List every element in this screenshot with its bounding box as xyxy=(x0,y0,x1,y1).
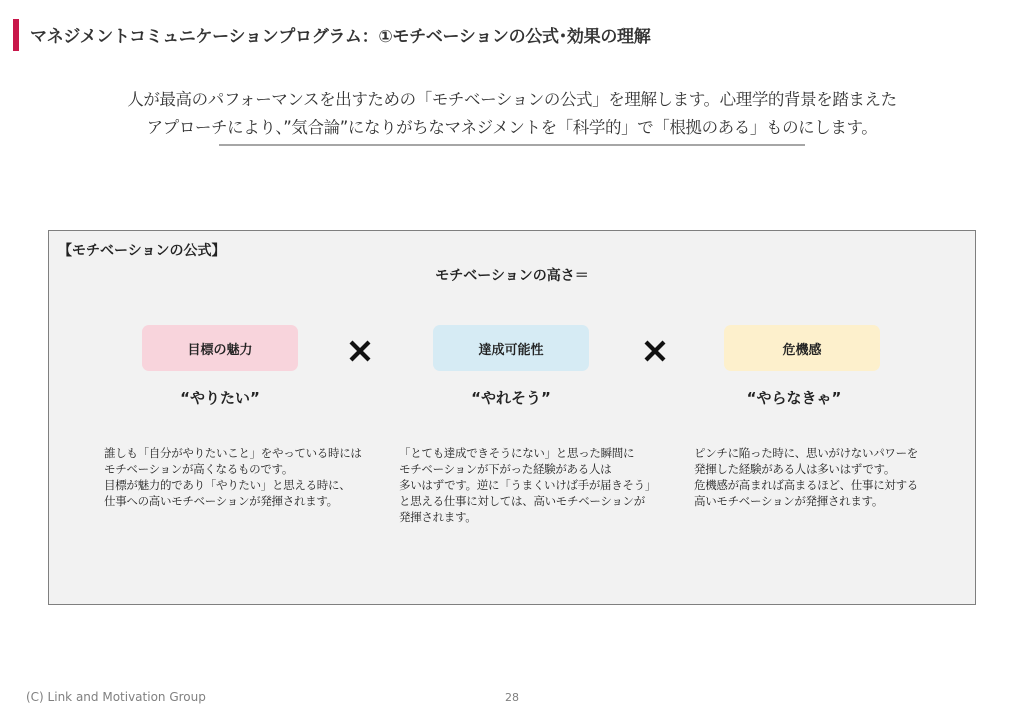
factor-label: 目標の魅力 xyxy=(187,342,253,358)
intro-line-1: 人が最高のパフォーマンスを出すための「モチベーションの公式」を理解します。心理学的背景を踏まえた xyxy=(127,90,897,109)
description-line: ピンチに陥った時に、思いがけないパワーを xyxy=(694,446,918,460)
description-line: 高いモチベーションが発揮されます。 xyxy=(694,494,884,508)
factor-description xyxy=(694,445,964,509)
factor-phrase: “やらなきゃ” xyxy=(746,389,842,407)
description-line: と思える仕事に対しては、高いモチベーションが xyxy=(399,494,645,508)
description-line: 危機感が高まれば高まるほど、仕事に対する xyxy=(694,478,918,492)
description-line: 「とても達成できそうにない」と思った瞬間に xyxy=(399,446,635,460)
formula-label: モチベーションの高さ＝ xyxy=(435,268,589,284)
factor-box-feasibility xyxy=(433,325,589,371)
copyright-text: (C) Link and Motivation Group xyxy=(26,690,206,704)
description-line: モチベーションが下がった経験がある人は xyxy=(399,462,612,476)
description-line: 発揮されます。 xyxy=(399,510,477,524)
intro-text xyxy=(0,86,1024,142)
motivation-formula-panel xyxy=(48,230,976,605)
panel-heading: 【モチベーションの公式】 xyxy=(58,243,226,259)
factor-box-goal-attraction xyxy=(142,325,298,371)
factor-description xyxy=(399,445,669,525)
description-line: 誰しも「自分がやりたいこと」をやっている時には xyxy=(104,446,362,460)
intro-line-2: アプローチにより、”気合論”になりがちなマネジメントを「科学的」で「根拠のある」ものにします。 xyxy=(146,118,878,137)
description-line: モチベーションが高くなるものです。 xyxy=(104,462,294,476)
intro-divider xyxy=(219,144,805,146)
description-line: 多いはずです。逆に「うまくいけば手が届きそう」 xyxy=(399,478,657,492)
title-accent-bar xyxy=(13,19,19,51)
page-number: 28 xyxy=(505,691,519,704)
factor-box-sense-of-crisis xyxy=(724,325,880,371)
factor-phrase: “やれそう” xyxy=(471,389,551,407)
description-line: 仕事への高いモチベーションが発揮されます。 xyxy=(104,494,338,508)
factor-label: 危機感 xyxy=(782,342,822,358)
multiply-icon xyxy=(641,337,669,365)
factor-label: 達成可能性 xyxy=(478,342,544,358)
page-title: マネジメントコミュニケーションプログラム：①モチベーションの公式･効果の理解 xyxy=(30,27,651,47)
factor-phrase: “やりたい” xyxy=(180,389,260,407)
multiply-icon xyxy=(346,337,374,365)
factor-description xyxy=(104,445,374,509)
description-line: 発揮した経験がある人は多いはずです。 xyxy=(694,462,896,476)
description-line: 目標が魅力的であり「やりたい」と思える時に、 xyxy=(104,478,351,492)
